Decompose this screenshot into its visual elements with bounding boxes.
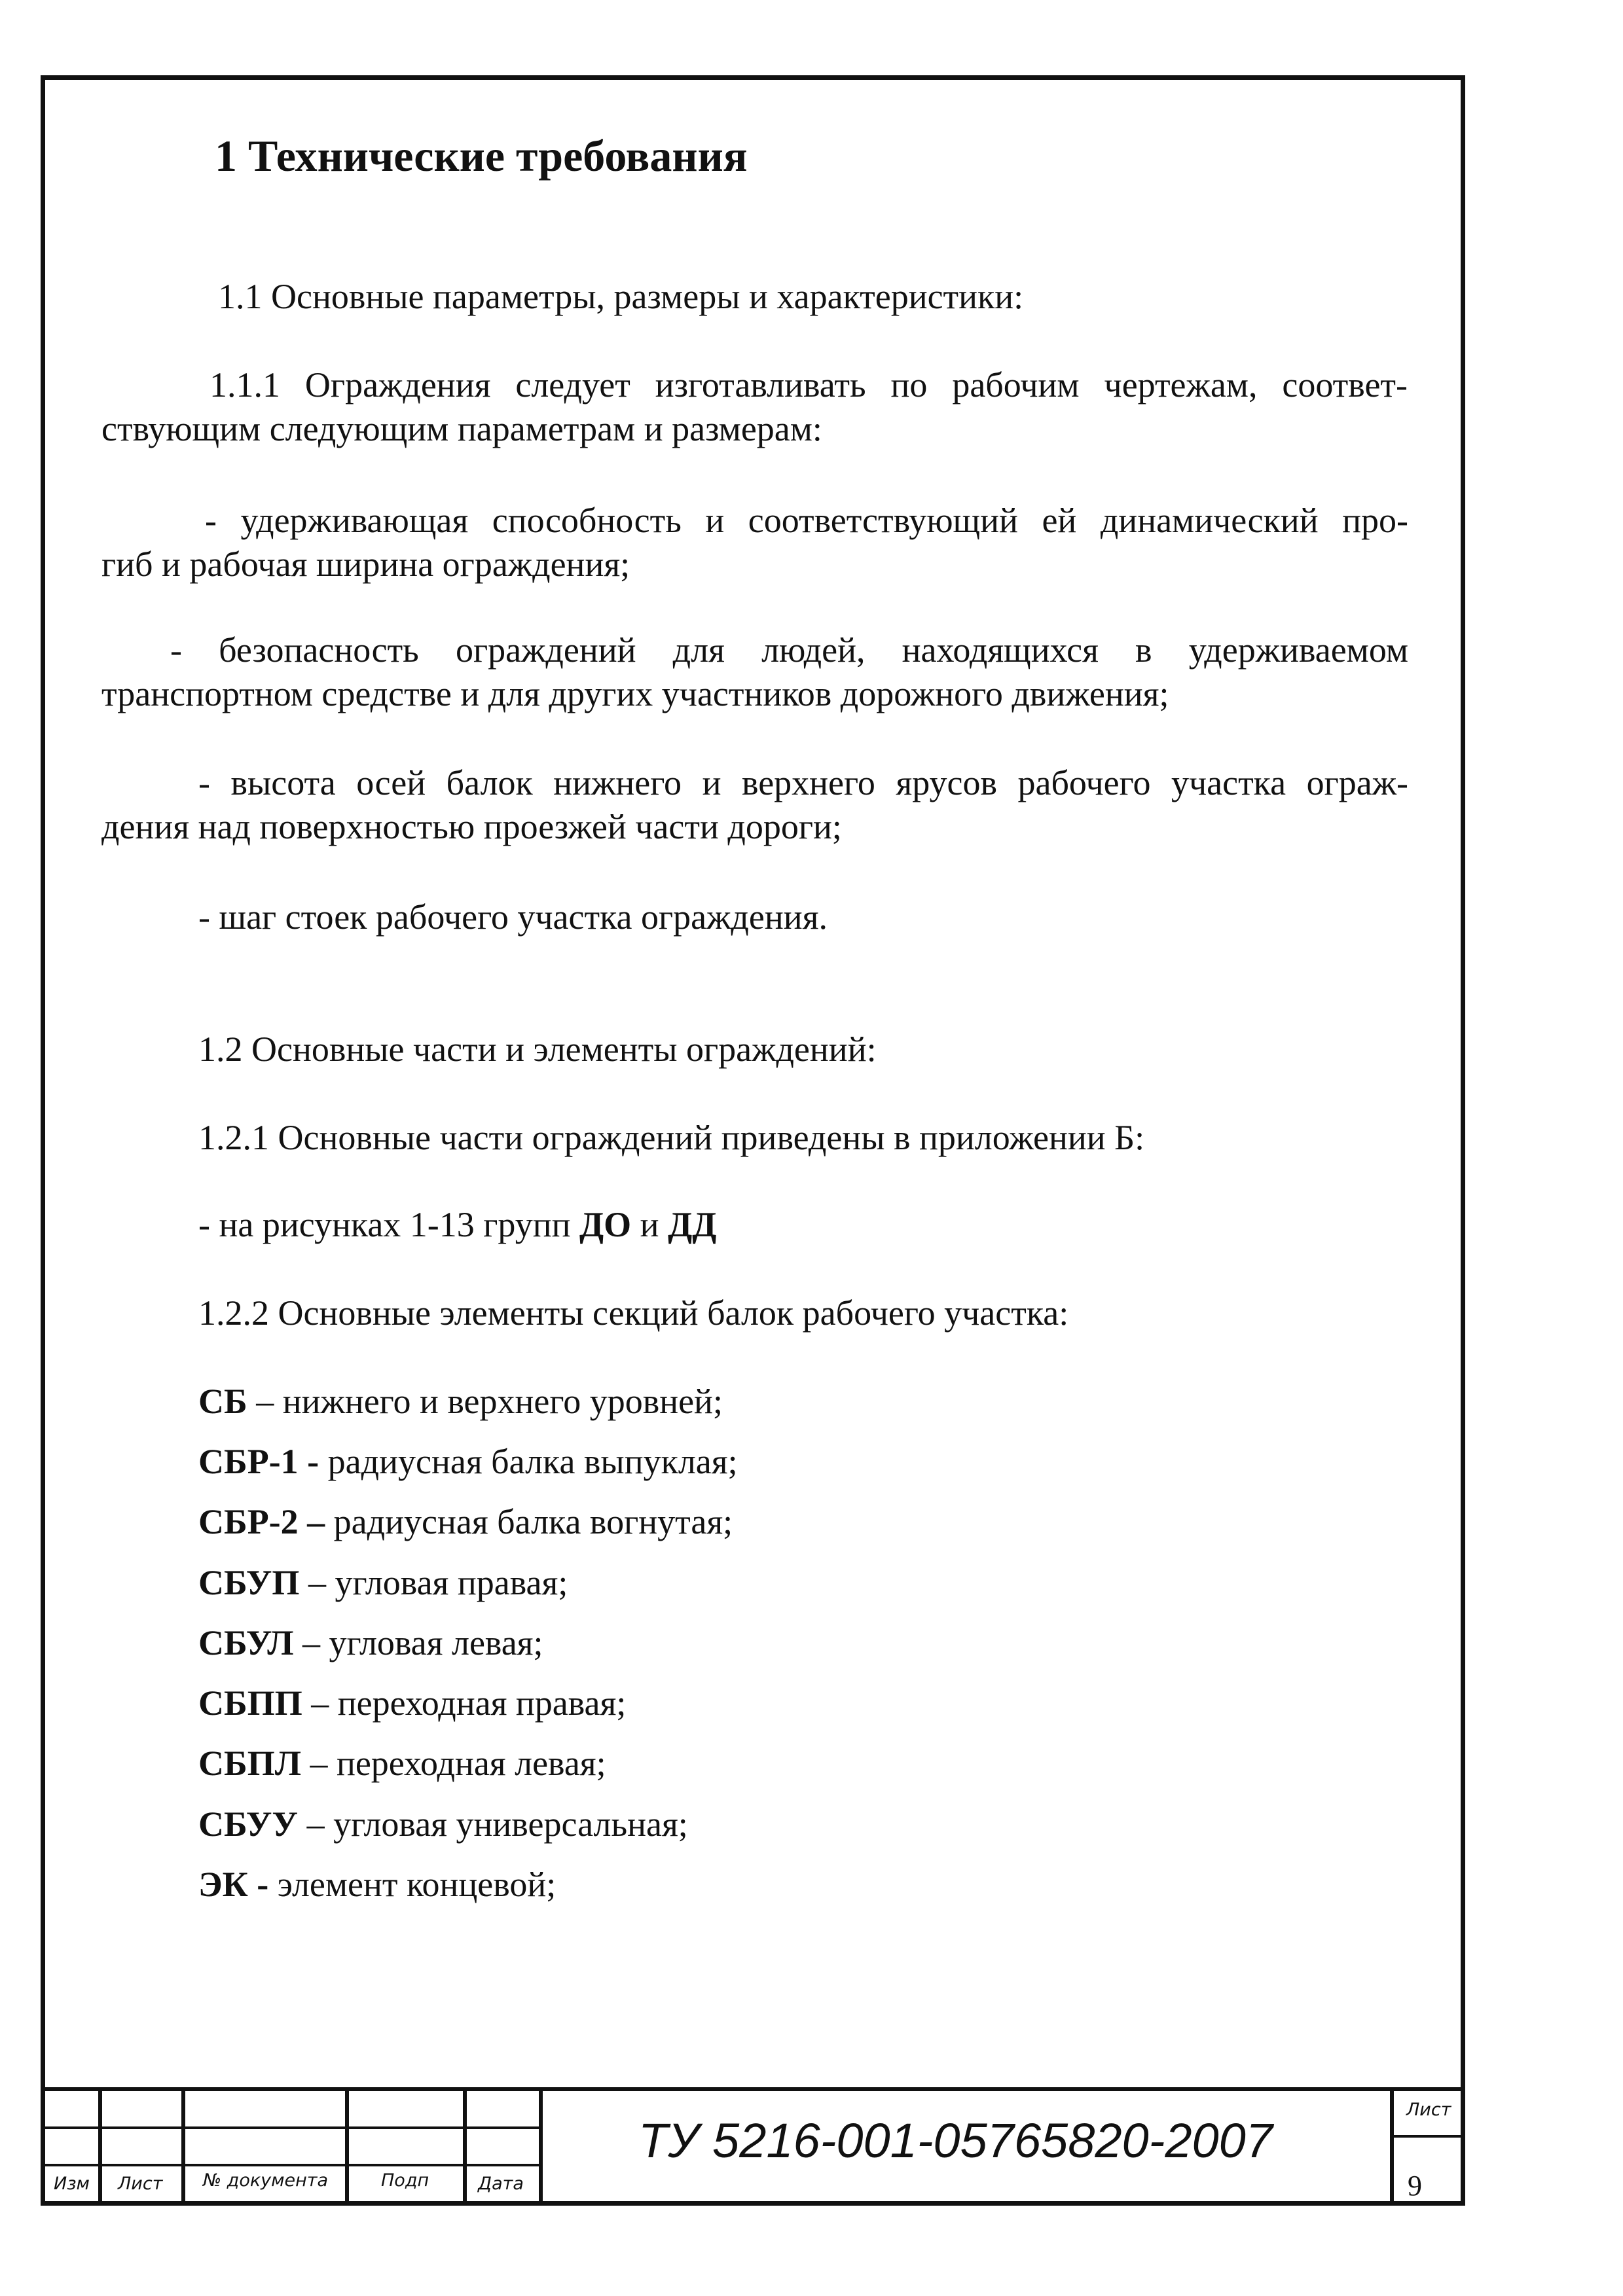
element-desc: – угловая универсальная; — [298, 1804, 688, 1844]
element-code: СБУП — [198, 1563, 300, 1602]
title-block-divider — [98, 2087, 102, 2205]
element-item — [198, 1380, 723, 1423]
paragraph-1-2-1: 1.2.1 Основные части ограждений приведены в приложении Б: — [198, 1118, 1145, 1157]
group-dd: ДД — [668, 1205, 717, 1244]
element-code: СБР-2 – — [198, 1502, 325, 1541]
element-item — [198, 1621, 543, 1664]
element-code: СБПЛ — [198, 1744, 301, 1783]
element-code: СБР-1 - — [198, 1442, 319, 1481]
paragraph-1-1-1-line2: ствующим следующим параметрам и размерам: — [101, 409, 822, 448]
figures-reference — [198, 1203, 716, 1246]
element-code: СБУУ — [198, 1804, 299, 1844]
element-item — [198, 1681, 626, 1725]
title-block-divider — [345, 2087, 349, 2205]
element-desc: – переходная левая; — [301, 1744, 606, 1783]
element-desc: – переходная правая; — [302, 1683, 627, 1723]
subsection-1-2: 1.2 Основные части и элементы ограждений: — [198, 1030, 877, 1069]
element-desc: – угловая левая; — [293, 1623, 543, 1662]
section-heading: 1 Технические требования — [215, 131, 748, 181]
document-code: ТУ 5216-001-05765820-2007 — [638, 2113, 1273, 2168]
subsection-1-1: 1.1 Основные параметры, размеры и характеристики: — [218, 277, 1024, 316]
element-item — [198, 1561, 568, 1604]
element-desc: – нижнего и верхнего уровней; — [247, 1382, 723, 1421]
figures-and: и — [631, 1205, 668, 1244]
figures-prefix: - на рисунках 1-13 групп — [198, 1205, 580, 1244]
label-sheet: Лист — [1406, 2100, 1451, 2120]
group-do: ДО — [579, 1205, 632, 1244]
param-item-1-line2: гиб и рабочая ширина ограждения; — [101, 545, 630, 584]
paragraph-1-1-1-line1: 1.1.1 Ограждения следует изготавливать по рабочим чертежам, соответ- — [210, 365, 1408, 404]
element-code: СБПП — [198, 1683, 302, 1723]
param-item-3-line1: - высота осей балок нижнего и верхнего ярусов рабочего участка ограж- — [198, 763, 1408, 802]
element-desc: – угловая правая; — [299, 1563, 568, 1602]
title-block-row-line — [45, 2164, 541, 2166]
param-item-4: - шаг стоек рабочего участка ограждения. — [198, 897, 828, 937]
element-desc: радиусная балка выпуклая; — [319, 1442, 738, 1481]
element-item — [198, 1803, 688, 1846]
title-block-row-line — [45, 2126, 541, 2129]
element-item — [198, 1863, 556, 1906]
element-desc: радиусная балка вогнутая; — [325, 1502, 733, 1541]
title-block-divider — [463, 2087, 467, 2205]
param-item-3-line2: дения над поверхностью проезжей части дороги; — [101, 807, 842, 846]
title-block-divider — [181, 2087, 185, 2205]
sheet-cell-line — [1390, 2135, 1462, 2138]
param-item-2-line1: - безопасность ограждений для людей, находящихся в удерживаемом — [170, 630, 1408, 670]
title-block-top-line — [41, 2087, 1465, 2091]
label-podp: Подп — [381, 2170, 429, 2191]
element-item — [198, 1440, 738, 1483]
title-block-divider — [1390, 2087, 1394, 2205]
paragraph-1-2-2: 1.2.2 Основные элементы секций балок рабочего участка: — [198, 1293, 1069, 1333]
element-desc: элемент концевой; — [268, 1865, 556, 1904]
sheet-number: 9 — [1408, 2170, 1422, 2202]
element-item — [198, 1500, 733, 1543]
element-code: ЭК - — [198, 1865, 269, 1904]
label-doc-no: № документа — [203, 2170, 329, 2191]
element-item — [198, 1742, 606, 1785]
label-list: Лист — [118, 2174, 163, 2194]
label-date: Дата — [478, 2174, 524, 2194]
element-code: СБУЛ — [198, 1623, 294, 1662]
title-block-divider — [539, 2087, 543, 2205]
element-code: СБ — [198, 1382, 247, 1421]
label-izm: Изм — [54, 2174, 90, 2194]
param-item-2-line2: транспортном средстве и для других участников дорожного движения; — [101, 674, 1169, 713]
param-item-1-line1: - удерживающая способность и соответствующий ей динамический про- — [205, 501, 1408, 540]
